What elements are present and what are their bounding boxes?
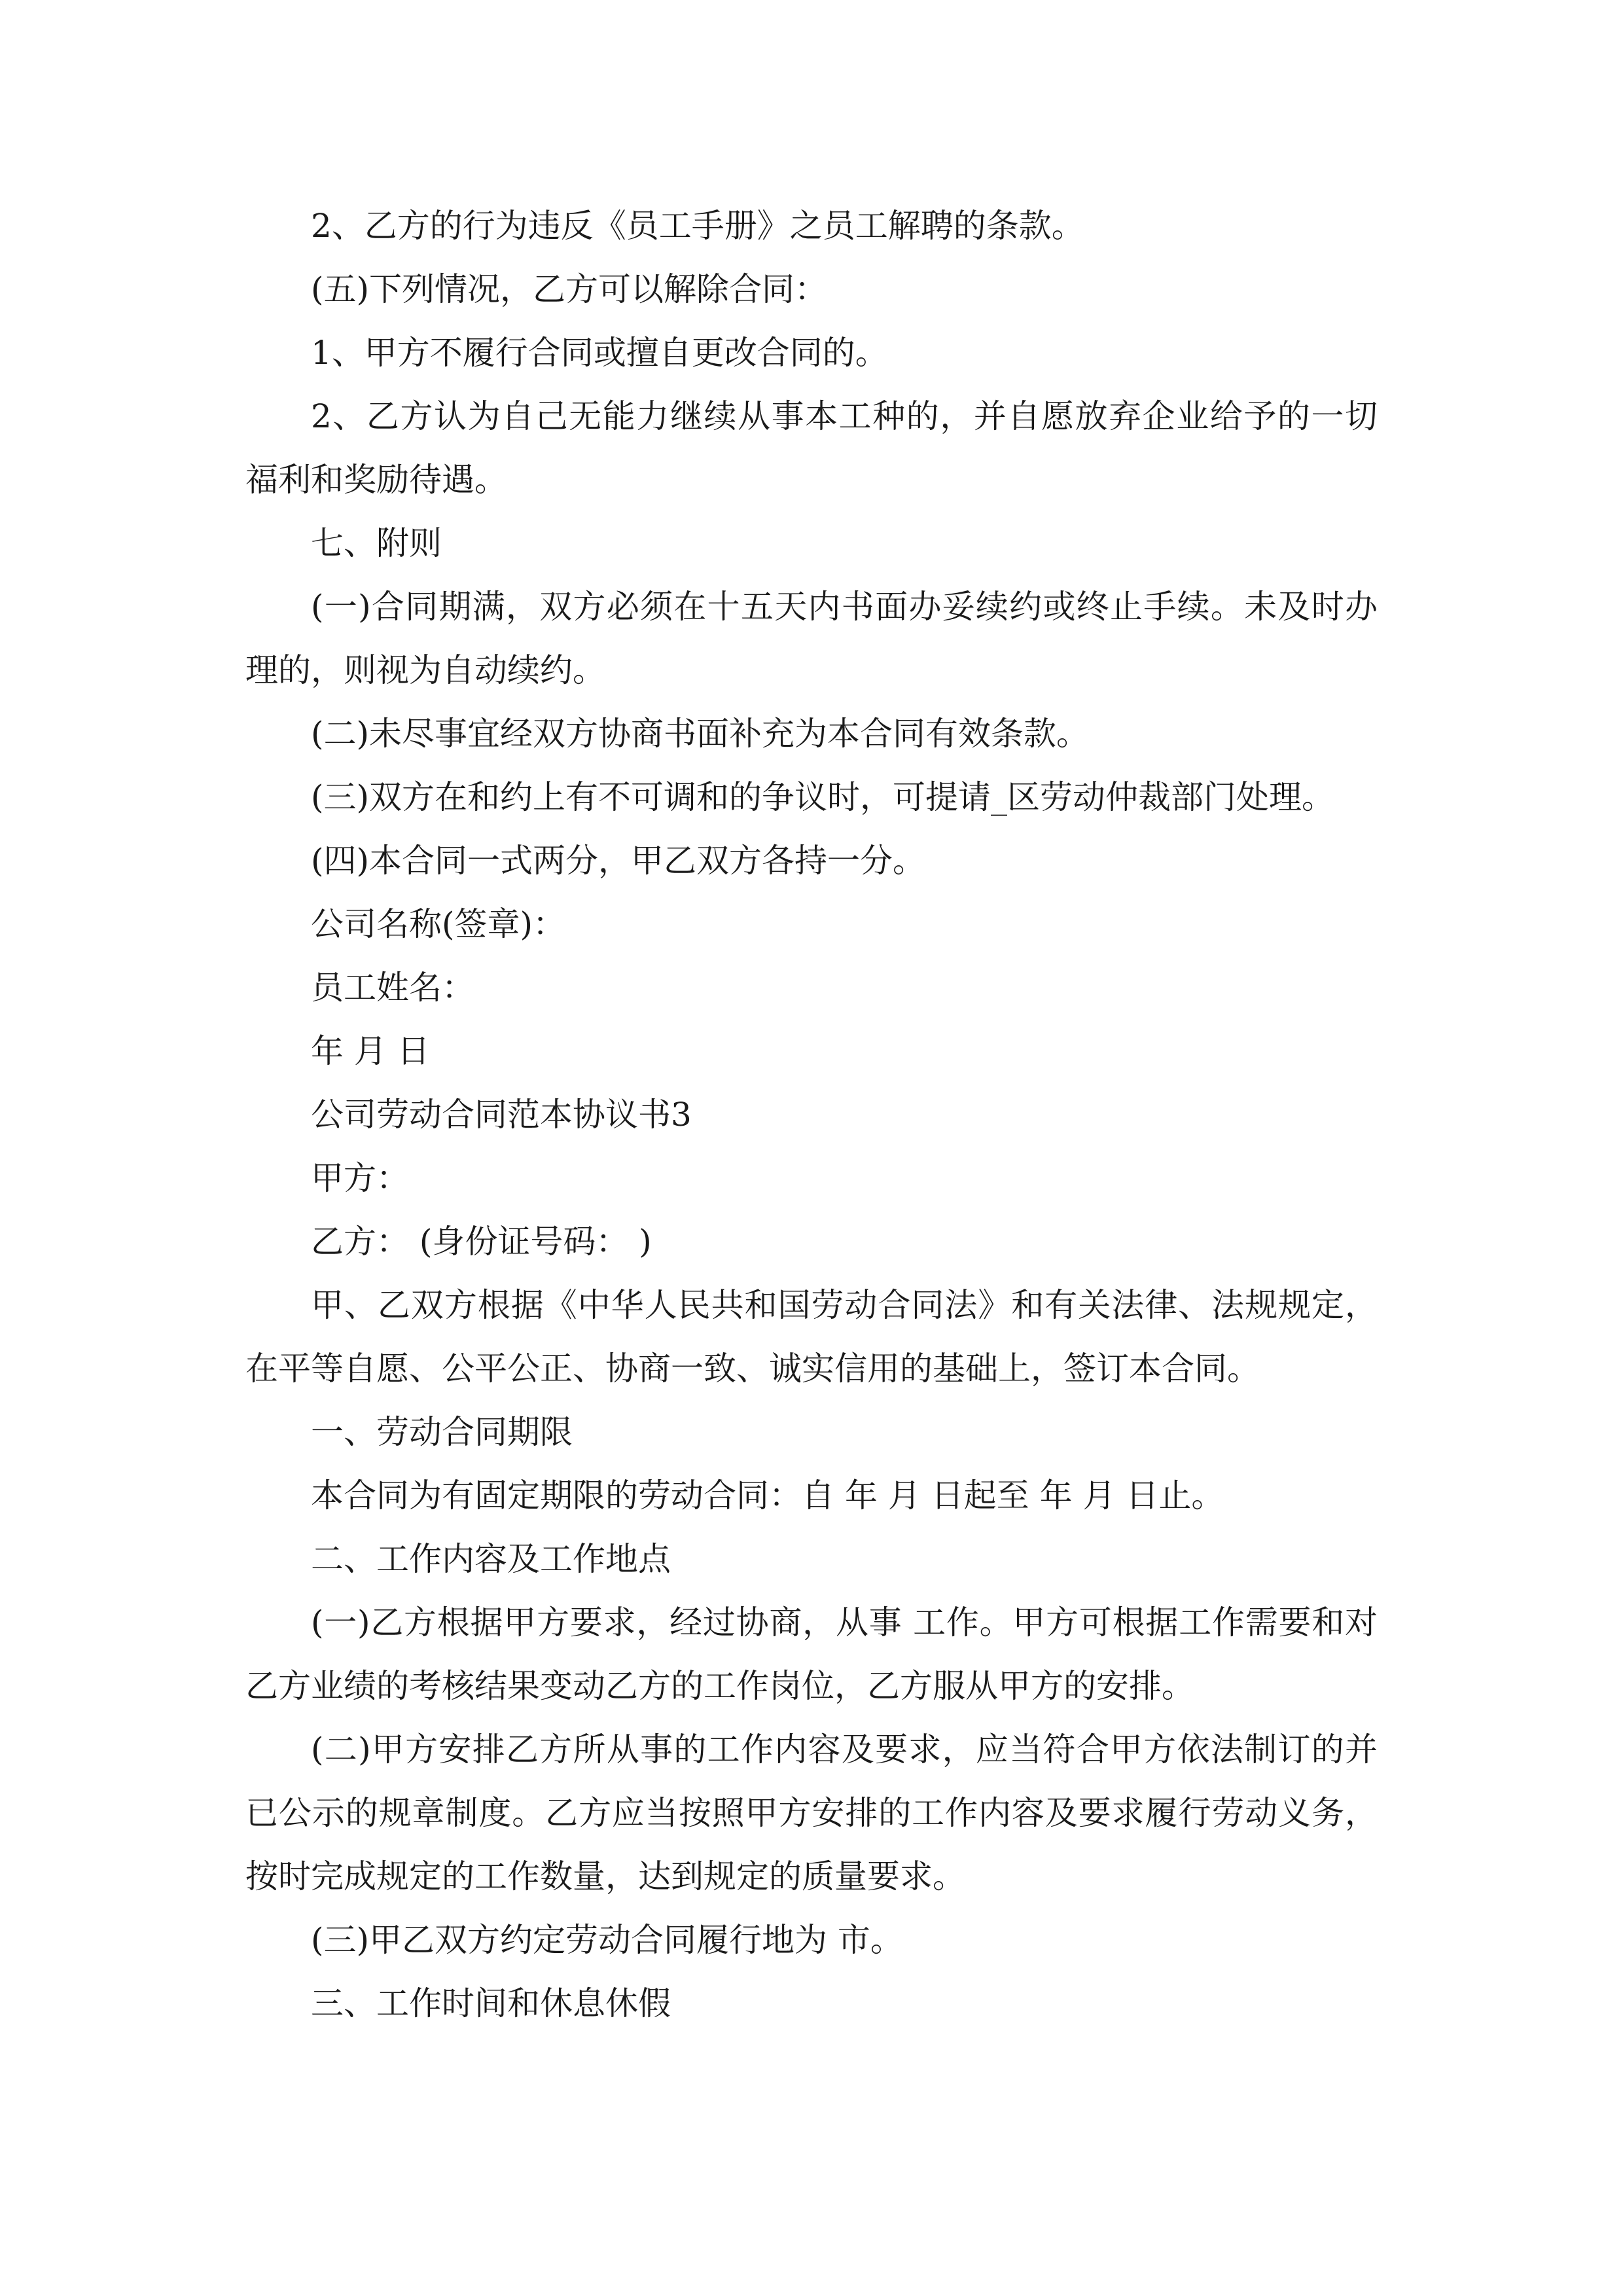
paragraph-contract-term: 本合同为有固定期限的劳动合同：自 年 月 日起至 年 月 日止。 [311,1477,1224,1515]
party-b-line: 乙方： (身份证号码： ) [311,1223,652,1261]
company-signature-line: 公司名称(签章)： [311,905,566,943]
date-line: 年 月 日 [311,1032,430,1070]
paragraph-dismissal-clause-2: 2、乙方的行为违反《员工手册》之员工解聘的条款。 [311,207,1084,245]
heading-working-hours-leave: 三、工作时间和休息休假 [311,1984,671,2022]
contract-title-3: 公司劳动合同范本协议书3 [311,1096,692,1134]
paragraph-preamble: 甲、乙双方根据《中华人民共和国劳动合同法》和有关法律、法规规定，在平等自愿、公平公正、协商一致、诚实信用的基础上，签订本合同。 [245,1286,1378,1388]
paragraph-supplementary-1: (一)合同期满，双方必须在十五天内书面办妥续约或终止手续。未及时办理的，则视为自动续约。 [245,588,1378,689]
party-a-line: 甲方： [311,1159,409,1197]
paragraph-termination-item-2: 2、乙方认为自己无能力继续从事本工种的，并自愿放弃企业给予的一切福利和奖励待遇。 [245,397,1378,499]
heading-supplementary-provisions: 七、附则 [311,524,442,562]
paragraph-work-content-1: (一)乙方根据甲方要求，经过协商，从事 工作。甲方可根据工作需要和对乙方业绩的考核结果变动乙方的工作岗位，乙方服从甲方的安排。 [245,1604,1378,1705]
paragraph-termination-item-1: 1、甲方不履行合同或擅自更改合同的。 [311,334,888,372]
paragraph-work-content-2: (二)甲方安排乙方所从事的工作内容及要求，应当符合甲方依法制订的并已公示的规章制度。乙方应当按照甲方安排的工作内容及要求履行劳动义务，按时完成规定的工作数量，达到规定的质量要求。 [245,1731,1378,1895]
heading-work-content-location: 二、工作内容及工作地点 [311,1540,671,1578]
paragraph-supplementary-3: (三)双方在和约上有不可调和的争议时，可提请_区劳动仲裁部门处理。 [311,778,1335,816]
employee-name-line: 员工姓名： [311,969,474,1007]
paragraph-supplementary-4: (四)本合同一式两分，甲乙双方各持一分。 [311,842,926,880]
paragraph-section-5-heading: (五)下列情况，乙方可以解除合同： [311,270,828,308]
document-body [245,194,1378,2036]
paragraph-work-content-3: (三)甲乙双方约定劳动合同履行地为 市。 [311,1921,903,1959]
paragraph-supplementary-2: (二)未尽事宜经双方协商书面补充为本合同有效条款。 [311,715,1090,753]
heading-contract-term: 一、劳动合同期限 [311,1413,573,1451]
